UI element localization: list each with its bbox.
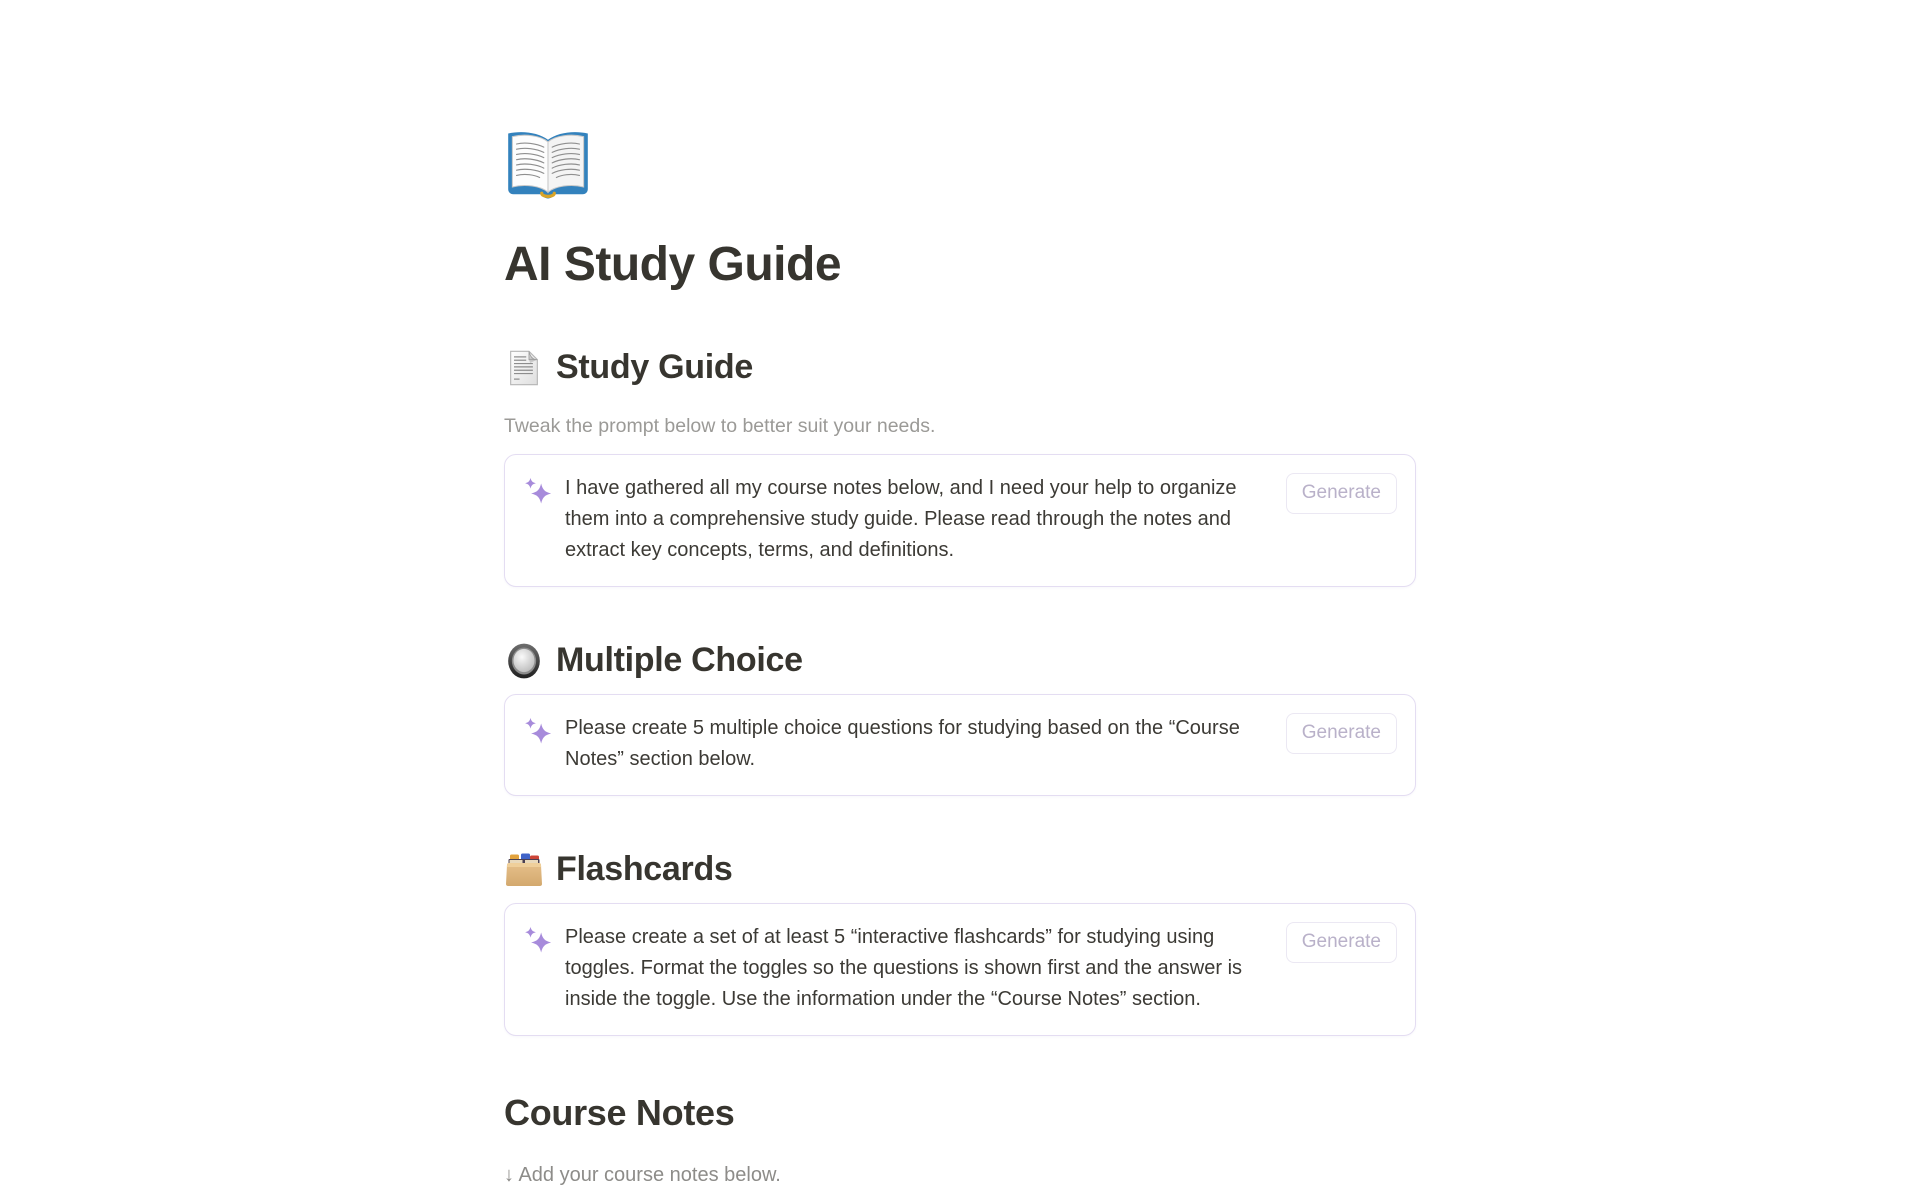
card-index-dividers-icon [504,850,544,890]
section-heading-label: Study Guide [556,348,753,387]
generate-button-study-guide[interactable]: Generate [1286,473,1397,514]
open-book-icon[interactable] [504,128,592,204]
radio-button-icon [504,641,544,681]
section-heading-study-guide [504,348,1416,388]
generate-button-multiple-choice[interactable]: Generate [1286,713,1397,754]
section-heading-flashcards [504,850,1416,890]
course-notes-heading: Course Notes [504,1091,735,1133]
section-subtitle: Tweak the prompt below to better suit your needs. [504,414,936,437]
generate-button-flashcards[interactable]: Generate [1286,922,1397,963]
course-notes-subtitle: ↓ Add your course notes below. [504,1163,781,1186]
page-title: AI Study Guide [504,238,842,291]
section-heading-multiple-choice [504,641,1416,681]
sparkle-icon [523,476,553,506]
prompt-text[interactable]: I have gathered all my course notes below, and I need your help to organize them into a comprehensive study guide. Please read through the notes and extract key concepts, terms, and definitions. [565,476,1237,561]
prompt-box-multiple-choice [504,694,1416,796]
prompt-text[interactable]: Please create 5 multiple choice questions for studying based on the “Course Notes” section below. [565,716,1240,770]
prompt-text[interactable]: Please create a set of at least 5 “interactive flashcards” for studying using toggles. Format the toggles so the questions is shown first and the answer is inside the toggle. Use the information under the “Course Notes” section. [565,925,1243,1010]
sparkle-icon [523,925,553,955]
sparkle-icon [523,716,553,746]
page-with-curl-icon [504,348,544,388]
page-content [504,0,1416,1190]
section-heading-label: Multiple Choice [556,641,803,680]
prompt-box-flashcards [504,903,1416,1036]
prompt-box-study-guide [504,454,1416,587]
section-heading-label: Flashcards [556,850,733,889]
